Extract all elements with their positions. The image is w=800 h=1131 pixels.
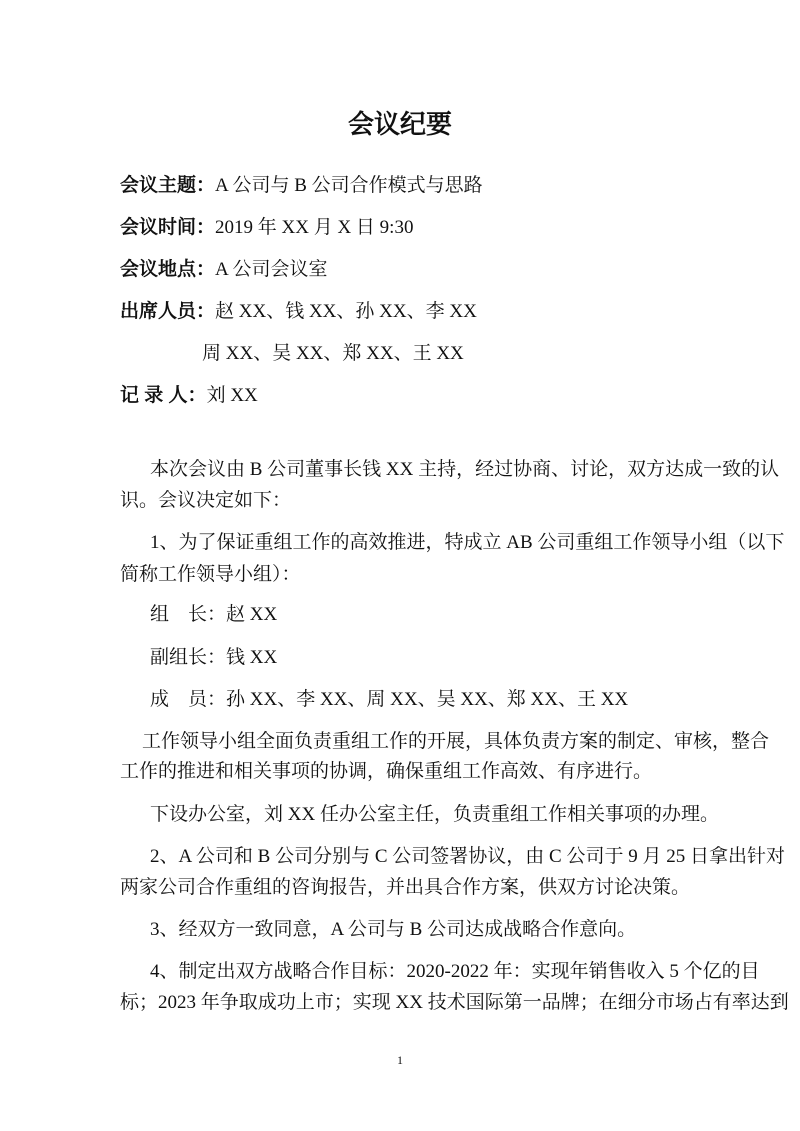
attendees-label: 出席人员：	[120, 301, 216, 322]
duty-line2: 工作的推进和相关事项的协调，确保重组工作高效、有序进行。	[120, 761, 653, 782]
intro-line1: 本次会议由 B 公司董事长钱 XX 主持，经过协商、讨论，双方达成一致的认	[150, 459, 780, 480]
location-value: A 公司会议室	[215, 259, 328, 280]
document-title: 会议纪要	[347, 109, 452, 139]
recorder-label: 记 录 人：	[120, 385, 207, 406]
attendees-line2: 周 XX、吴 XX、郑 XX、王 XX	[202, 343, 464, 364]
item4-line1: 4、制定出双方战略合作目标：2020-2022 年：实现年销售收入 5 个亿的目	[150, 961, 760, 982]
location-label: 会议地点：	[120, 259, 216, 280]
topic-value: A 公司与 B 公司合作模式与思路	[215, 175, 483, 196]
deputy-leader: 副组长：钱 XX	[150, 647, 278, 668]
topic-label: 会议主题：	[120, 175, 216, 196]
item1-line2: 简称工作领导小组）：	[120, 564, 301, 585]
meeting-topic	[120, 175, 483, 197]
recorder-value: 刘 XX	[206, 385, 258, 406]
meeting-time	[120, 217, 413, 239]
item4-line2: 标；2023 年争取成功上市；实现 XX 技术国际第一品牌；在细分市场占有率达到	[120, 992, 789, 1013]
item1-line1: 1、为了保证重组工作的高效推进，特成立 AB 公司重组工作领导小组（以下	[150, 532, 785, 553]
group-members: 成 员：孙 XX、李 XX、周 XX、吴 XX、郑 XX、王 XX	[150, 689, 629, 710]
time-value: 2019 年 XX 月 X 日 9:30	[215, 217, 414, 238]
page-number: 1	[397, 1053, 403, 1067]
item3-paragraph: 3、经双方一致同意，A 公司与 B 公司达成战略合作意向。	[150, 919, 637, 940]
group-leader: 组 长：赵 XX	[150, 604, 278, 625]
attendees-line1: 赵 XX、钱 XX、孙 XX、李 XX	[215, 301, 477, 322]
item2-line1: 2、A 公司和 B 公司分别与 C 公司签署协议，由 C 公司于 9 月 25 日拿出针对	[150, 846, 785, 867]
duty-line1: 工作领导小组全面负责重组工作的开展，具体负责方案的制定、审核，整合	[142, 731, 770, 752]
office-paragraph: 下设办公室，刘 XX 任办公室主任，负责重组工作相关事项的办理。	[150, 804, 719, 825]
intro-line2: 识。会议决定如下：	[120, 490, 292, 511]
attendees	[120, 301, 477, 323]
item2-line2: 两家公司合作重组的咨询报告，并出具合作方案，供双方讨论决策。	[120, 877, 691, 898]
time-label: 会议时间：	[120, 217, 216, 238]
meeting-location	[120, 259, 327, 281]
recorder	[120, 385, 258, 407]
